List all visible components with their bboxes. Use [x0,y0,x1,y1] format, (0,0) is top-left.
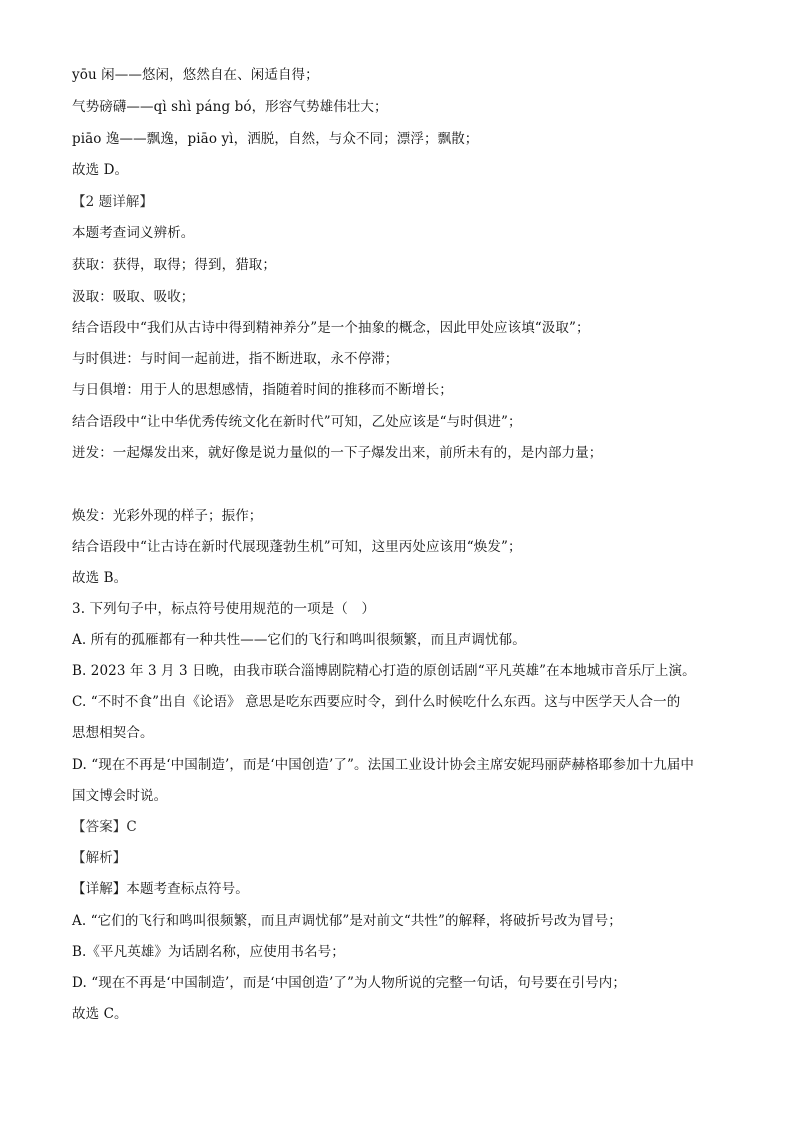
text-line: 结合语段中“我们从古诗中得到精神养分”是一个抽象的概念，因此甲处应该填“汲取”； [72,320,590,336]
text-line: 故选 C。 [72,1006,128,1022]
answer-label: 【答案】C [72,819,137,835]
text-line: A. “它们的飞行和鸣叫很频繁，而且声调忧郁”是对前文“共性”的解释，将破折号改为冒号； [72,913,622,929]
text-line: 获取：获得，取得；得到，猎取； [72,257,276,273]
text-line: yōu 闲——悠闲，悠然自在、闲适自得； [72,67,319,83]
text-line: 与日俱增：用于人的思想感情，指随着时间的推移而不断增长； [72,382,453,398]
text-line: D. “现在不再是‘中国制造’，而是‘中国创造’了”为人物所说的完整一句话，句号要在引号内； [72,975,626,991]
section-heading: 【2 题详解】 [72,194,154,210]
text-line: 迸发：一起爆发出来，就好像是说力量似的一下子爆发出来，前所未有的，是内部力量； [72,445,603,461]
option-c-continued: 思想相契合。 [72,725,154,741]
text-line: 结合语段中“让古诗在新时代展现蓬勃生机”可知，这里丙处应该用“焕发”； [72,539,522,555]
option-b: B. 2023 年 3 月 3 日晚，由我市联合淄博剧院精心打造的原创话剧“平凡英雄”在本地城市音乐厅上演。 [72,663,696,679]
text-line: 气势磅礴——qì shì páng bó，形容气势雄伟壮大； [72,99,388,115]
text-line: 与时俱进：与时间一起前进，指不断进取，永不停滞； [72,351,399,367]
text-line: 本题考查词义辨析。 [72,225,195,241]
text-line: B.《平凡英雄》为话剧名称，应使用书名号； [72,944,345,960]
text-line: 故选 B。 [72,570,128,586]
option-d-continued: 国文博会时说。 [72,788,168,804]
option-c: C. “不时不食”出自《论语》 意思是吃东西要应时令，到什么时候吃什么东西。这与中医学天人合一的 [72,694,681,710]
analysis-heading: 【解析】 [72,850,127,866]
option-a: A. 所有的孤雁都有一种共性——它们的飞行和鸣叫很频繁，而且声调忧郁。 [72,632,526,648]
text-line: 汲取：吸取、吸收； [72,289,195,305]
option-d: D. “现在不再是‘中国制造’，而是‘中国创造’了”。法国工业设计协会主席安妮玛丽萨赫格耶参加十九届中 [72,757,694,773]
text-line: 焕发：光彩外现的样子；振作； [72,508,263,524]
text-line: piāo 逸——飘逸，piāo yì，洒脱，自然，与众不同；漂浮；飘散； [72,131,479,147]
question-title: 3. 下列句子中，标点符号使用规范的一项是（ ） [72,601,376,617]
text-line: 故选 D。 [72,162,129,178]
text-line: 结合语段中“让中华优秀传统文化在新时代”可知，乙处应该是“与时俱进”； [72,414,522,430]
detail-heading: 【详解】本题考查标点符号。 [72,881,249,897]
